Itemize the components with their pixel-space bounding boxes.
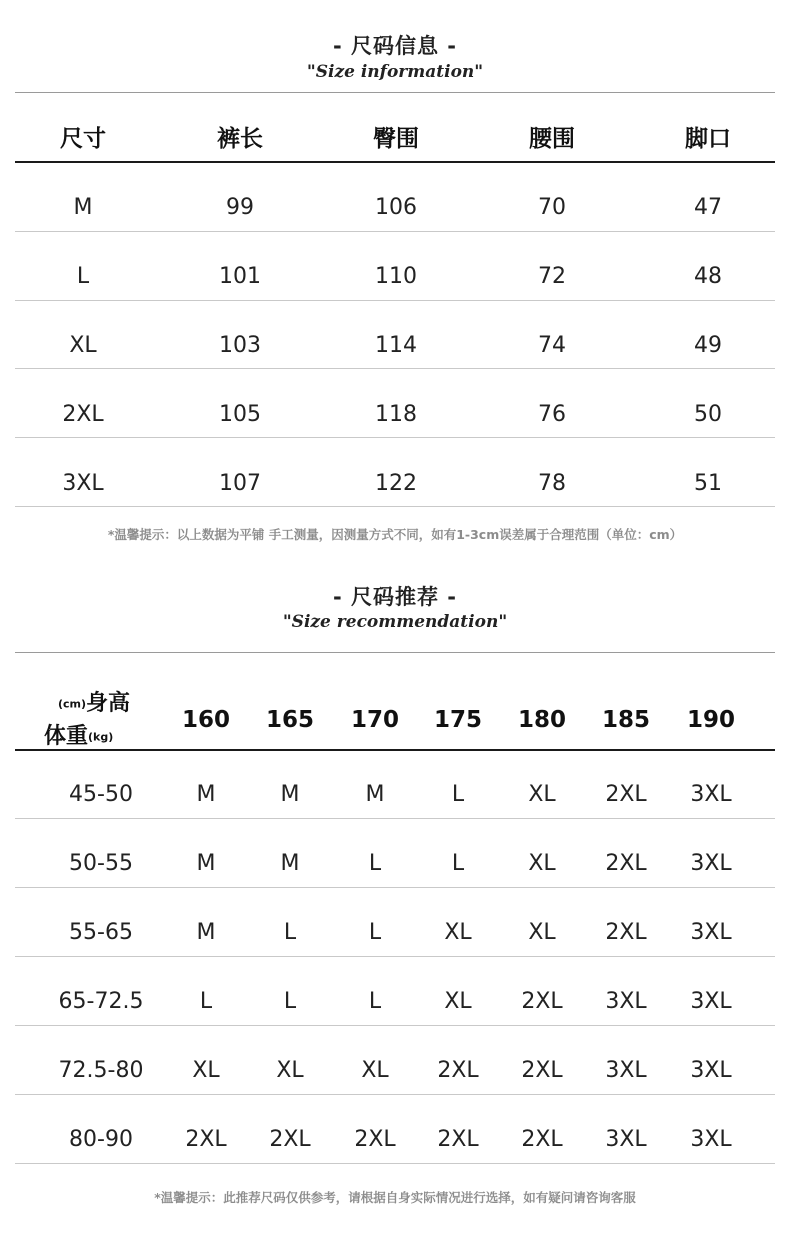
height-header: 185 <box>601 707 651 733</box>
header-hip: 臀围 <box>373 126 419 152</box>
size-cell: 3XL <box>690 1058 732 1083</box>
header-leg-opening: 脚口 <box>685 126 731 152</box>
size-cell: 2XL <box>437 1127 479 1152</box>
row-divider <box>15 506 775 507</box>
size-cell: 3XL <box>690 989 732 1014</box>
size-cell: M <box>73 195 93 220</box>
measure-cell: 48 <box>694 264 722 289</box>
weight-cell: 72.5-80 <box>58 1058 144 1083</box>
size-cell: XL <box>444 989 472 1014</box>
size-cell: 2XL <box>605 782 647 807</box>
size-cell: M <box>196 851 216 876</box>
size-rec-title: - 尺码推荐 - <box>332 585 458 609</box>
measure-cell: 70 <box>538 195 566 220</box>
size-cell: XL <box>361 1058 389 1083</box>
size-rec-note: *温馨提示：此推荐尺码仅供参考，请根据自身实际情况进行选择，如有疑问请咨询客服 <box>154 1190 636 1205</box>
height-header: 160 <box>181 707 231 733</box>
weight-label <box>44 719 113 750</box>
row-divider <box>15 887 775 888</box>
row-divider <box>15 368 775 369</box>
measure-cell: 122 <box>375 471 417 496</box>
measure-cell: 72 <box>538 264 566 289</box>
size-cell: XL <box>528 782 556 807</box>
size-cell: L <box>76 264 90 289</box>
measure-cell: 107 <box>219 471 261 496</box>
size-cell: 2XL <box>185 1127 227 1152</box>
size-cell: M <box>280 851 300 876</box>
measure-cell: 47 <box>694 195 722 220</box>
weight-cell: 65-72.5 <box>58 989 144 1014</box>
height-header: 165 <box>265 707 315 733</box>
size-cell: XL <box>192 1058 220 1083</box>
header-divider <box>15 749 775 751</box>
size-cell: 3XL <box>605 1127 647 1152</box>
size-cell: M <box>280 782 300 807</box>
size-cell: 3XL <box>690 1127 732 1152</box>
height-header: 170 <box>350 707 400 733</box>
size-cell: 2XL <box>521 1127 563 1152</box>
measure-cell: 49 <box>694 333 722 358</box>
header-waist: 腰围 <box>529 126 575 152</box>
size-cell: M <box>196 782 216 807</box>
row-divider <box>15 1163 775 1164</box>
size-info-note: *温馨提示：以上数据为平铺 手工测量，因测量方式不同，如有1-3cm误差属于合理范围（单位：cm） <box>107 527 683 542</box>
measure-cell: 106 <box>375 195 417 220</box>
size-cell: 3XL <box>605 1058 647 1083</box>
measure-cell: 74 <box>538 333 566 358</box>
height-header: 180 <box>517 707 567 733</box>
size-cell: 2XL <box>62 402 104 427</box>
size-cell: L <box>451 782 465 807</box>
height-unit: (cm) <box>58 697 87 711</box>
size-cell: XL <box>528 851 556 876</box>
size-cell: XL <box>276 1058 304 1083</box>
size-rec-subtitle: "Size recommendation" <box>282 612 508 632</box>
measure-cell: 114 <box>375 333 417 358</box>
size-cell: M <box>196 920 216 945</box>
size-cell: XL <box>528 920 556 945</box>
measure-cell: 76 <box>538 402 566 427</box>
weight-text: 体重 <box>44 724 89 749</box>
size-cell: 2XL <box>605 851 647 876</box>
measure-cell: 103 <box>219 333 261 358</box>
size-cell: 2XL <box>354 1127 396 1152</box>
size-cell: 3XL <box>690 851 732 876</box>
divider <box>15 652 775 653</box>
row-divider <box>15 956 775 957</box>
measure-cell: 105 <box>219 402 261 427</box>
size-cell: 2XL <box>605 920 647 945</box>
height-header: 190 <box>686 707 736 733</box>
measure-cell: 118 <box>375 402 417 427</box>
size-cell: L <box>368 920 382 945</box>
header-divider <box>15 161 775 163</box>
row-divider <box>15 437 775 438</box>
size-cell: L <box>368 851 382 876</box>
size-cell: 2XL <box>269 1127 311 1152</box>
weight-cell: 80-90 <box>69 1127 133 1152</box>
size-cell: 2XL <box>521 989 563 1014</box>
size-cell: 3XL <box>605 989 647 1014</box>
weight-cell: 50-55 <box>69 851 133 876</box>
size-cell: 2XL <box>521 1058 563 1083</box>
size-cell: L <box>199 989 213 1014</box>
header-length: 裤长 <box>217 126 263 152</box>
height-label <box>58 686 130 717</box>
size-cell: L <box>283 989 297 1014</box>
size-cell: L <box>368 989 382 1014</box>
weight-unit: (kg) <box>88 730 114 744</box>
measure-cell: 110 <box>375 264 417 289</box>
row-divider <box>15 1025 775 1026</box>
measure-cell: 78 <box>538 471 566 496</box>
measure-cell: 51 <box>694 471 722 496</box>
size-cell: L <box>283 920 297 945</box>
measure-cell: 50 <box>694 402 722 427</box>
size-cell: 3XL <box>690 920 732 945</box>
weight-cell: 45-50 <box>69 782 133 807</box>
size-cell: 3XL <box>690 782 732 807</box>
size-cell: 3XL <box>62 471 104 496</box>
height-header: 175 <box>433 707 483 733</box>
size-info-title: - 尺码信息 - <box>332 34 458 58</box>
height-text: 身高 <box>86 691 131 716</box>
row-divider <box>15 300 775 301</box>
weight-cell: 55-65 <box>69 920 133 945</box>
size-info-subtitle: "Size information" <box>306 62 484 82</box>
size-cell: 2XL <box>437 1058 479 1083</box>
size-cell: XL <box>69 333 97 358</box>
row-divider <box>15 1094 775 1095</box>
row-divider <box>15 818 775 819</box>
divider <box>15 92 775 93</box>
size-cell: XL <box>444 920 472 945</box>
measure-cell: 99 <box>226 195 254 220</box>
row-divider <box>15 231 775 232</box>
header-size: 尺寸 <box>60 126 106 152</box>
size-cell: M <box>365 782 385 807</box>
size-cell: L <box>451 851 465 876</box>
measure-cell: 101 <box>219 264 261 289</box>
